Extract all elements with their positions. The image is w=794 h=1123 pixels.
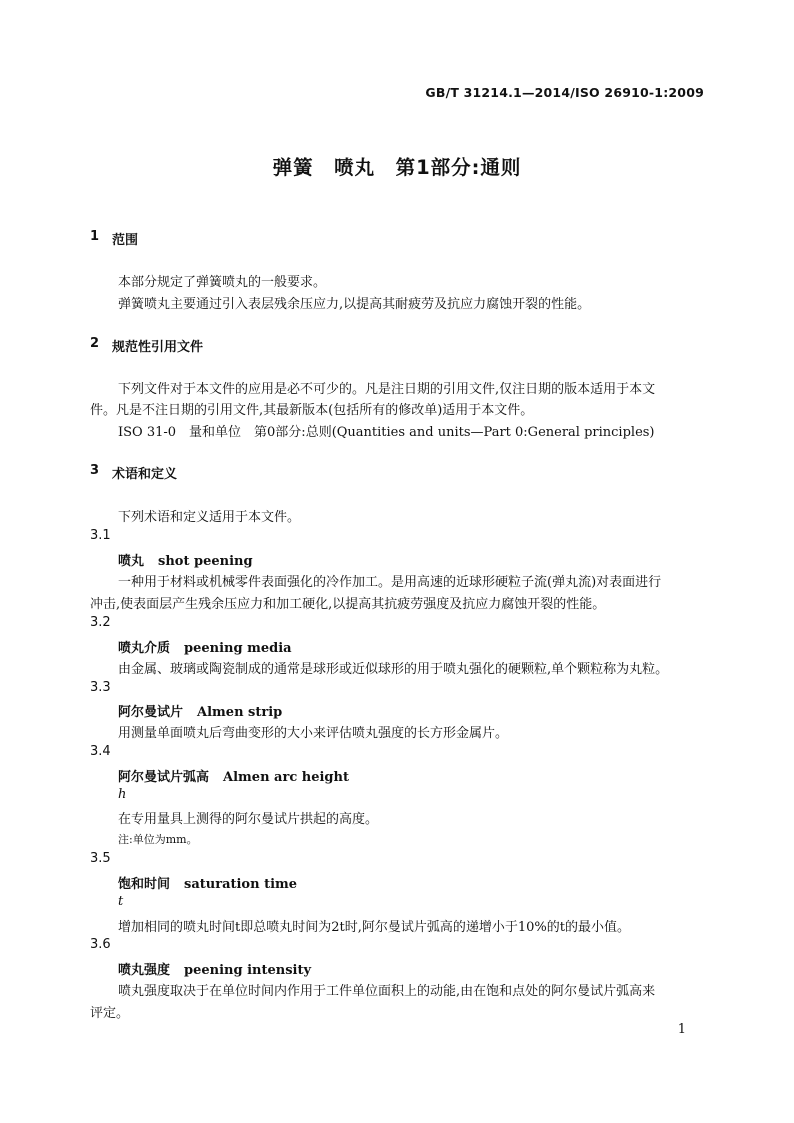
term-symbol: h [118, 787, 127, 802]
term-definition-line: 用测量单面喷丸后弯曲变形的大小来评估喷丸强度的长方形金属片。 [118, 726, 509, 741]
term-number: 3.6 [90, 937, 111, 952]
section-2-paragraph-line: 件。凡是不注日期的引用文件,其最新版本(包括所有的修改单)适用于本文件。 [90, 403, 534, 418]
term-definition-line: 一种用于材料或机械零件表面强化的冷作加工。是用高速的近球形硬粒子流(弹丸流)对表面进行 [118, 575, 662, 590]
document-title: 弹簧 喷丸 第1部分:通则 [272, 156, 522, 179]
term-symbol: t [118, 894, 124, 909]
term-en: Almen arc height [223, 770, 349, 785]
term-definition-line: 由金属、玻璃或陶瓷制成的通常是球形或近似球形的用于喷丸强化的硬颗粒,单个颗粒称为丸粒。 [118, 662, 669, 677]
section-1-heading: 范围 [112, 233, 139, 248]
term-definition-line: 在专用量具上测得的阿尔曼试片拱起的高度。 [118, 812, 379, 827]
term-definition-line: 喷丸强度取决于在单位时间内作用于工件单位面积上的动能,由在饱和点处的阿尔曼试片弧高来 [118, 984, 656, 999]
term-title [118, 637, 292, 656]
term-number: 3.5 [90, 851, 111, 866]
term-en: peening media [184, 641, 292, 656]
term-en: shot peening [158, 554, 253, 569]
term-title [118, 550, 253, 569]
term-en: saturation time [184, 877, 298, 892]
section-2-paragraph-line: 下列文件对于本文件的应用是必不可少的。凡是注日期的引用文件,仅注日期的版本适用于本文 [118, 382, 656, 397]
term-title [118, 959, 311, 978]
term-zh: 阿尔曼试片弧高 [118, 770, 210, 785]
section-3-intro: 下列术语和定义适用于本文件。 [118, 510, 301, 525]
term-definition-line: 冲击,使表面层产生残余压应力和加工硬化,以提高其抗疲劳强度及抗应力腐蚀开裂的性能。 [90, 597, 606, 612]
term-en: Almen strip [197, 705, 283, 720]
term-number: 3.2 [90, 615, 111, 630]
section-3-number: 3 [90, 463, 100, 478]
term-title [118, 873, 297, 892]
term-zh: 阿尔曼试片 [118, 705, 184, 720]
term-number: 3.4 [90, 744, 111, 759]
section-1-number: 1 [90, 229, 100, 244]
page-number: 1 [677, 1022, 686, 1037]
normative-reference: ISO 31-0 量和单位 第0部分:总则(Quantities and units—Part 0:General principles) [118, 425, 655, 440]
term-definition-line: 增加相同的喷丸时间t即总喷丸时间为2t时,阿尔曼试片弧高的递增小于10%的t的最小值。 [118, 920, 630, 935]
term-title [118, 701, 282, 720]
section-2-heading: 规范性引用文件 [112, 340, 204, 355]
term-note: 注:单位为mm。 [118, 833, 198, 846]
term-definition-line: 评定。 [90, 1006, 130, 1021]
term-title [118, 766, 349, 785]
term-en: peening intensity [184, 963, 312, 978]
section-3-heading: 术语和定义 [112, 467, 178, 482]
term-number: 3.3 [90, 680, 111, 695]
section-2-number: 2 [90, 336, 100, 351]
term-number: 3.1 [90, 528, 111, 543]
term-zh: 饱和时间 [118, 877, 171, 892]
section-1-paragraph: 弹簧喷丸主要通过引入表层残余压应力,以提高其耐疲劳及抗应力腐蚀开裂的性能。 [118, 297, 591, 312]
term-zh: 喷丸介质 [118, 641, 171, 656]
standard-code: GB/T 31214.1—2014/ISO 26910-1:2009 [425, 85, 704, 100]
section-1-paragraph: 本部分规定了弹簧喷丸的一般要求。 [118, 275, 327, 290]
term-zh: 喷丸强度 [118, 963, 171, 978]
term-zh: 喷丸 [118, 554, 145, 569]
